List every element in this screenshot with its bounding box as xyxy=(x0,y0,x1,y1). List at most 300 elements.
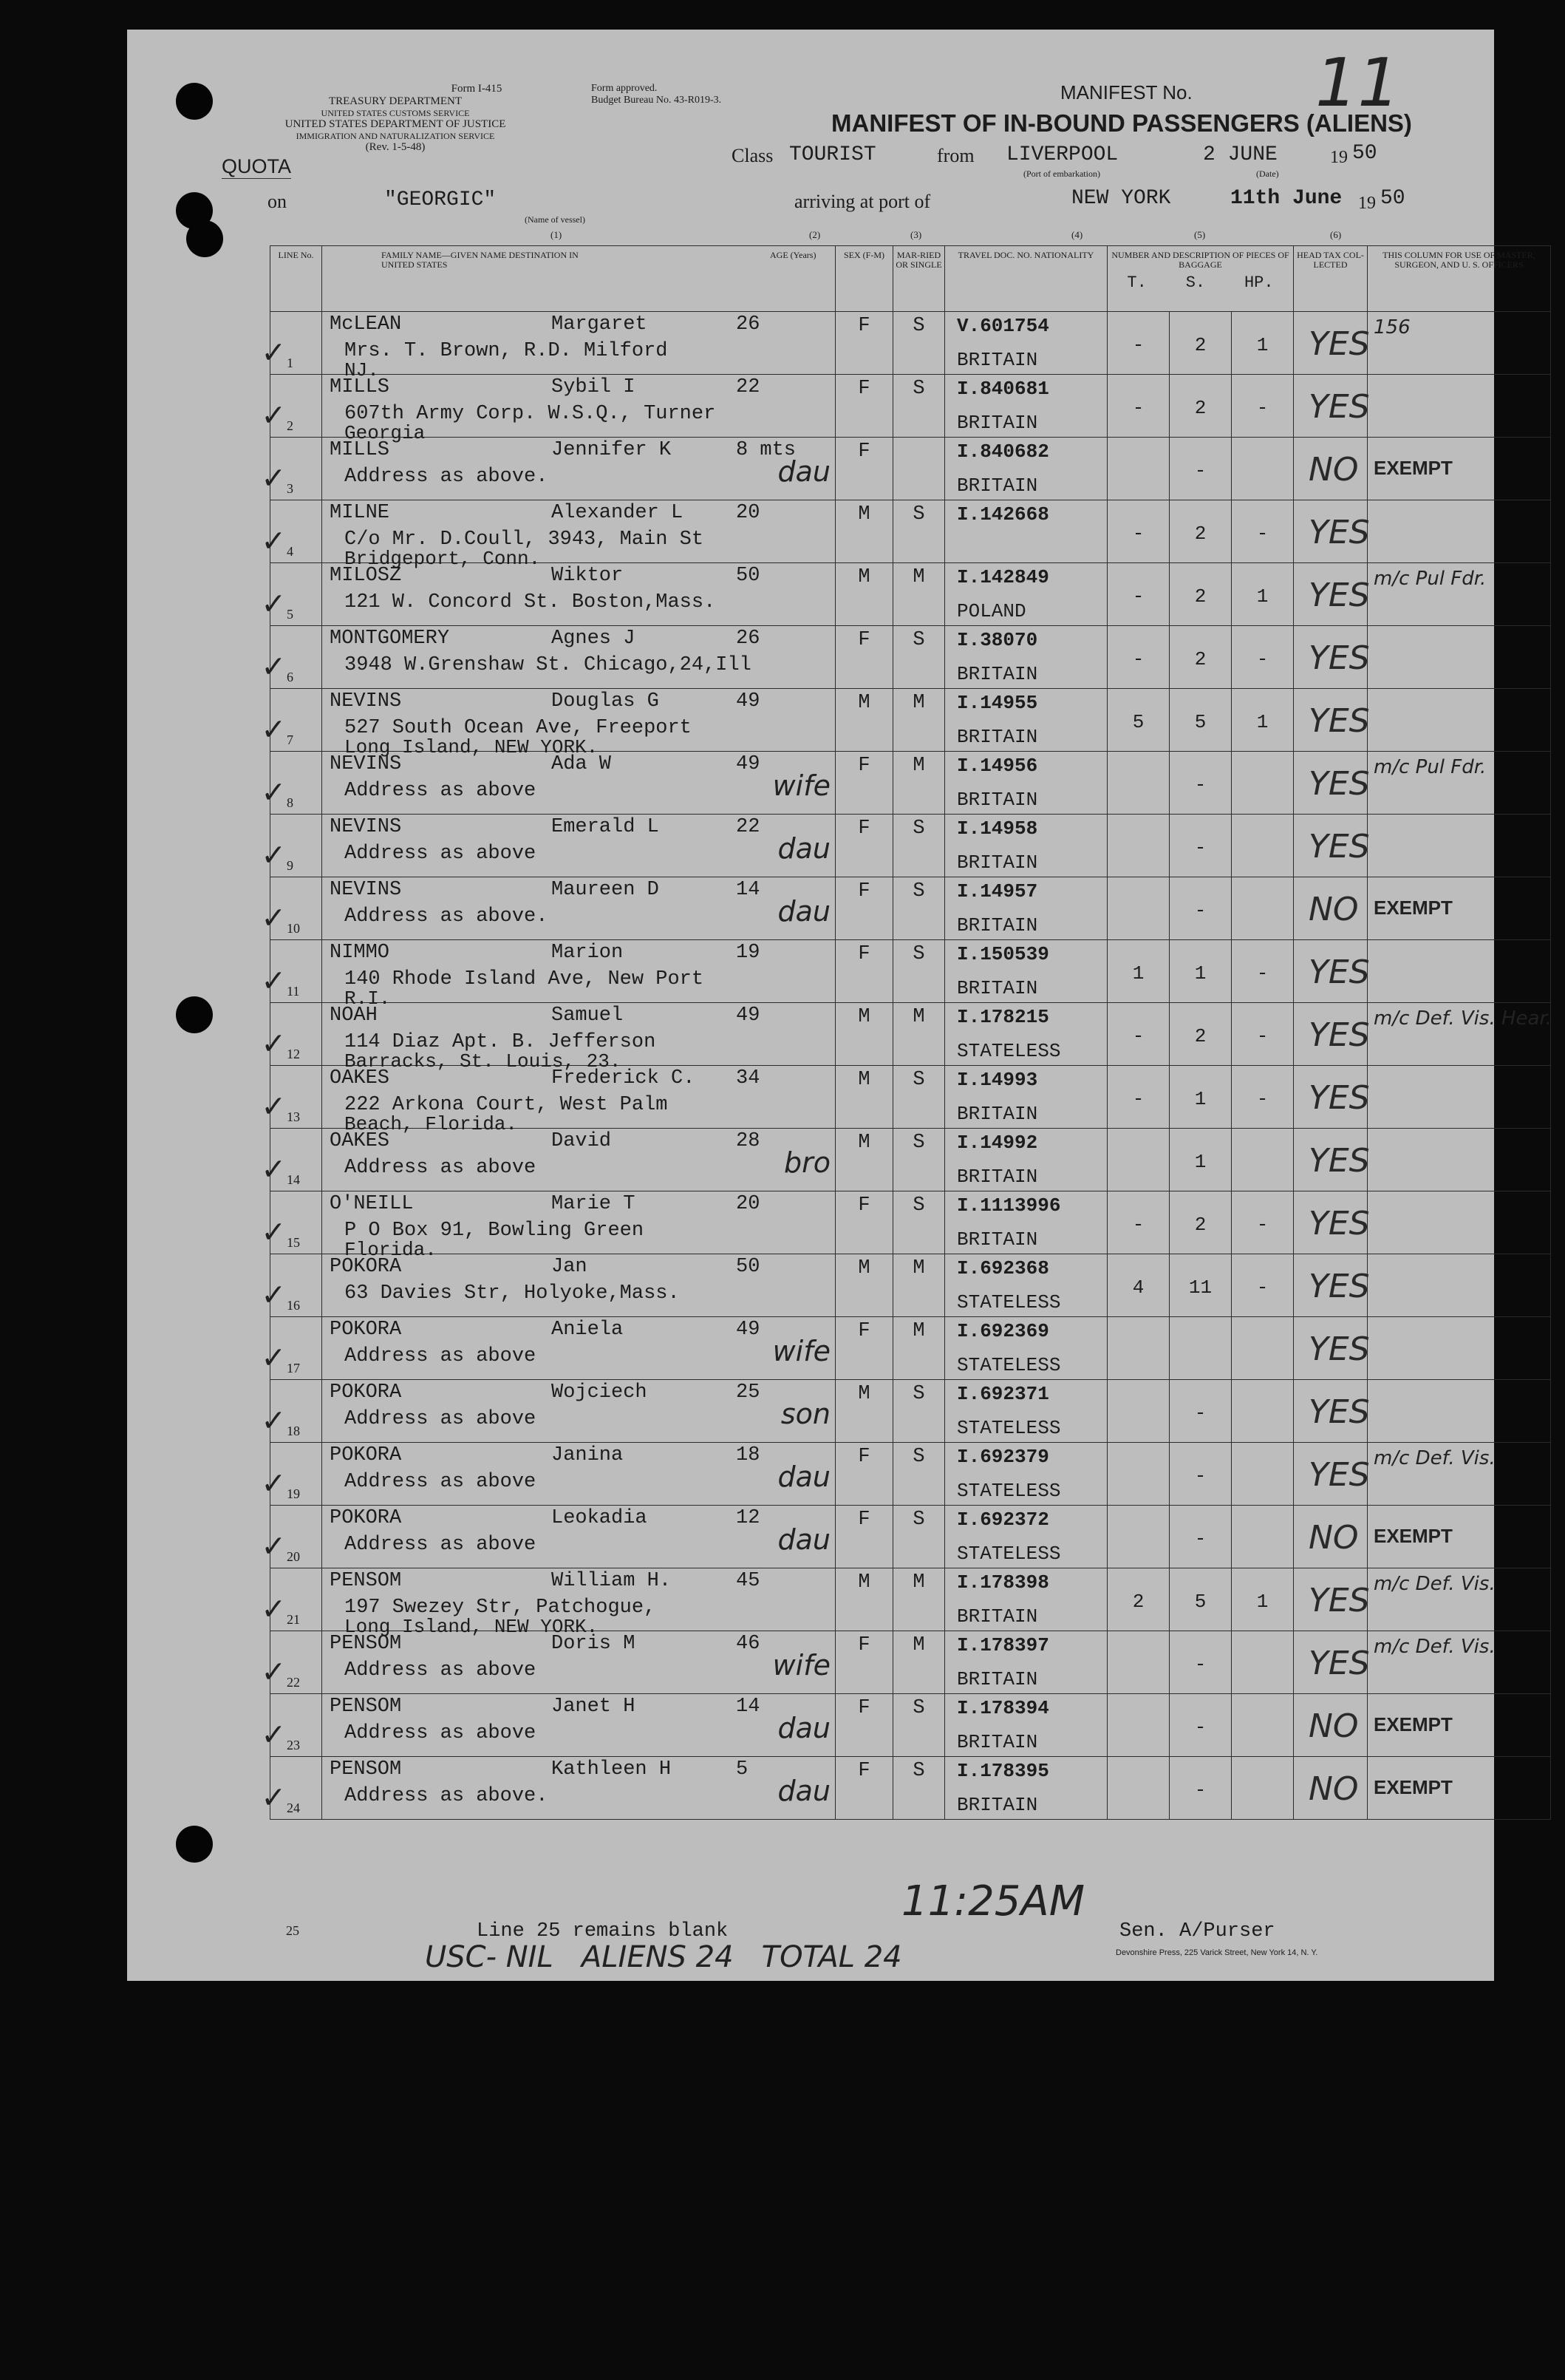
given-name: Frederick C. xyxy=(551,1067,695,1089)
bag-suitcases: 2 xyxy=(1194,1214,1207,1236)
bag-suitcases: - xyxy=(1194,900,1207,922)
bag-suitcases: - xyxy=(1194,1653,1207,1676)
marital-cell xyxy=(893,1066,945,1129)
check-mark-icon: ✓ xyxy=(263,712,284,750)
line-cell xyxy=(263,1380,322,1443)
bag-suitcases: - xyxy=(1194,774,1207,796)
marital-cell xyxy=(893,1380,945,1443)
bag-hand-pieces: - xyxy=(1256,648,1269,670)
bag-s-cell xyxy=(1170,1631,1232,1694)
bag-s-cell xyxy=(1170,1443,1232,1506)
headtax-value: YES xyxy=(1309,1330,1370,1368)
marital-cell xyxy=(893,626,945,689)
surname: POKORA xyxy=(330,1381,402,1404)
headtax-value: YES xyxy=(1309,1393,1370,1431)
age: 49 xyxy=(736,753,760,775)
colnum: (6) xyxy=(1330,229,1342,240)
tally-note: USC- NIL ALIENS 24 TOTAL 24 xyxy=(425,1940,902,1974)
age: 34 xyxy=(736,1067,760,1089)
bag-t-cell xyxy=(1108,375,1170,438)
name-cell xyxy=(322,1506,836,1568)
sex: F xyxy=(858,943,870,965)
bag-t-cell xyxy=(1108,1254,1170,1317)
check-mark-icon: ✓ xyxy=(263,900,284,939)
bag-hand-pieces: 1 xyxy=(1256,334,1269,356)
officer-note: EXEMPT xyxy=(1374,1713,1453,1735)
nationality: STATELESS xyxy=(957,1480,1061,1502)
sex-cell xyxy=(836,752,893,815)
arrival-year: 50 xyxy=(1380,187,1405,210)
address-line-2: Beach, Florida. xyxy=(344,1113,518,1135)
line-number: 8 xyxy=(287,795,293,810)
sex-cell xyxy=(836,1631,893,1694)
table-row xyxy=(270,563,1551,626)
surname: MILLS xyxy=(330,439,390,461)
sex: F xyxy=(858,755,870,777)
bag-s-cell xyxy=(1170,940,1232,1003)
travel-doc-cell xyxy=(945,1066,1108,1129)
marital-status: S xyxy=(913,880,925,902)
sex: F xyxy=(858,817,870,840)
marital-status: S xyxy=(913,943,925,965)
nationality: STATELESS xyxy=(957,1417,1061,1439)
marital-status: M xyxy=(913,1634,925,1656)
marital-cell xyxy=(893,689,945,752)
sex: M xyxy=(858,1571,870,1594)
line-number: 5 xyxy=(287,607,293,622)
line-cell xyxy=(263,438,322,500)
headtax-value: NO xyxy=(1309,451,1359,489)
budget-text: Budget Bureau No. 43-R019-3. xyxy=(591,95,722,106)
surname: PENSOM xyxy=(330,1696,402,1718)
officer-cell xyxy=(1368,500,1551,563)
address-line-1: C/o Mr. D.Coull, 3943, Main St xyxy=(344,528,704,551)
marital-status: M xyxy=(913,1006,925,1028)
bag-s-cell xyxy=(1170,312,1232,375)
sex: F xyxy=(858,1194,870,1217)
nationality: BRITAIN xyxy=(957,475,1038,497)
bag-hand-pieces: 1 xyxy=(1256,1591,1269,1613)
given-name: Samuel xyxy=(551,1004,624,1027)
line-cell xyxy=(263,1317,322,1380)
form-revision: (Rev. 1-5-48) xyxy=(365,141,426,154)
line-number: 12 xyxy=(287,1047,300,1061)
travel-doc-number: I.14956 xyxy=(957,755,1038,777)
marital-cell xyxy=(893,1317,945,1380)
name-cell xyxy=(322,1254,836,1317)
officer-cell xyxy=(1368,1631,1551,1694)
travel-doc-cell xyxy=(945,1129,1108,1191)
line-cell xyxy=(263,940,322,1003)
travel-doc-cell xyxy=(945,815,1108,877)
sex-cell xyxy=(836,940,893,1003)
given-name: Jennifer K xyxy=(551,439,672,461)
check-mark-icon: ✓ xyxy=(263,1780,284,1818)
check-mark-icon: ✓ xyxy=(263,1026,284,1064)
officer-cell xyxy=(1368,689,1551,752)
officer-note: m/c Pul Fdr. xyxy=(1374,756,1487,778)
address-line-1: Address as above xyxy=(344,1408,536,1430)
punch-hole xyxy=(176,996,213,1033)
departure-date: 2 JUNE xyxy=(1203,143,1278,166)
travel-doc-cell xyxy=(945,1757,1108,1820)
bag-trunks: 1 xyxy=(1132,962,1145,985)
from-label: from xyxy=(937,145,975,166)
officer-cell xyxy=(1368,940,1551,1003)
bag-t-cell xyxy=(1108,1191,1170,1254)
check-mark-icon: ✓ xyxy=(263,1654,284,1693)
line-number: 18 xyxy=(287,1424,300,1438)
address-line-1: Address as above xyxy=(344,1534,536,1556)
justice-name: UNITED STATES DEPARTMENT OF JUSTICE xyxy=(284,118,506,131)
address-line-1: 607th Army Corp. W.S.Q., Turner xyxy=(344,403,716,425)
given-name: David xyxy=(551,1130,612,1152)
surname: MILNE xyxy=(330,502,390,524)
address-line-1: 140 Rhode Island Ave, New Port xyxy=(344,968,704,990)
sex-cell xyxy=(836,1757,893,1820)
col-baggage xyxy=(1108,246,1294,312)
marital-status: S xyxy=(913,1069,925,1091)
officer-cell xyxy=(1368,626,1551,689)
age: 46 xyxy=(736,1633,760,1655)
marital-cell xyxy=(893,375,945,438)
class-value: TOURIST xyxy=(789,143,876,166)
check-mark-icon: ✓ xyxy=(263,1403,284,1441)
relation-note: wife xyxy=(772,1335,831,1367)
nationality: BRITAIN xyxy=(957,663,1038,685)
punch-hole xyxy=(186,220,223,257)
nationality: POLAND xyxy=(957,600,1026,622)
marital-status: S xyxy=(913,1383,925,1405)
marital-status: M xyxy=(913,1571,925,1594)
sex-cell xyxy=(836,500,893,563)
bag-suitcases: - xyxy=(1194,1528,1207,1550)
sex: F xyxy=(858,441,870,463)
surname: POKORA xyxy=(330,1444,402,1466)
nationality: BRITAIN xyxy=(957,1228,1038,1251)
line-number: 9 xyxy=(287,858,293,873)
headtax-value: YES xyxy=(1309,577,1370,614)
bag-s-cell xyxy=(1170,1757,1232,1820)
headtax-cell xyxy=(1294,1506,1368,1568)
marital-status: M xyxy=(913,755,925,777)
address-line-1: 527 South Ocean Ave, Freeport xyxy=(344,717,692,739)
surname: PENSOM xyxy=(330,1570,402,1592)
marital-status: S xyxy=(913,1132,925,1154)
surname: MILLS xyxy=(330,376,390,398)
age: 8 mts xyxy=(736,439,797,461)
headtax-cell xyxy=(1294,689,1368,752)
given-name: Aniela xyxy=(551,1319,624,1341)
table-row xyxy=(270,1694,1551,1757)
age: 5 xyxy=(736,1758,749,1781)
sex: F xyxy=(858,378,870,400)
manifest-title: MANIFEST OF IN-BOUND PASSENGERS (ALIENS) xyxy=(831,109,1412,137)
sex-cell xyxy=(836,689,893,752)
headtax-value: YES xyxy=(1309,1142,1370,1180)
bag-hand-pieces: - xyxy=(1256,1088,1269,1110)
check-mark-icon: ✓ xyxy=(263,586,284,625)
table-row xyxy=(270,1066,1551,1129)
address-line-1: Address as above. xyxy=(344,905,548,928)
headtax-cell xyxy=(1294,1443,1368,1506)
relation-note: dau xyxy=(777,1775,831,1807)
col-sex: SEX (F-M) xyxy=(836,246,893,312)
name-cell xyxy=(322,689,836,758)
bag-suitcases: - xyxy=(1194,460,1207,482)
officer-cell xyxy=(1368,1066,1551,1129)
customs-name: UNITED STATES CUSTOMS SERVICE xyxy=(321,107,470,118)
line-cell xyxy=(263,500,322,563)
sex: M xyxy=(858,503,870,526)
bag-t-cell xyxy=(1108,815,1170,877)
bag-hp-cell xyxy=(1232,1506,1294,1568)
headtax-cell xyxy=(1294,438,1368,500)
nationality: STATELESS xyxy=(957,1354,1061,1376)
colnum: (5) xyxy=(1194,229,1206,240)
given-name: Wojciech xyxy=(551,1381,647,1404)
name-cell xyxy=(322,312,836,381)
check-mark-icon: ✓ xyxy=(263,1152,284,1190)
table-row xyxy=(270,1568,1551,1631)
table-row xyxy=(270,1129,1551,1191)
table-row xyxy=(270,1631,1551,1694)
marital-cell xyxy=(893,500,945,563)
bag-hp-cell xyxy=(1232,1443,1294,1506)
bag-hp-cell xyxy=(1232,563,1294,626)
headtax-value: YES xyxy=(1309,514,1370,551)
line-number: 1 xyxy=(287,356,293,370)
headtax-value: YES xyxy=(1309,325,1370,363)
sex-cell xyxy=(836,563,893,626)
bag-hp-cell xyxy=(1232,500,1294,563)
name-cell xyxy=(322,1066,836,1135)
surname: PENSOM xyxy=(330,1758,402,1781)
headtax-cell xyxy=(1294,752,1368,815)
check-mark-icon: ✓ xyxy=(263,460,284,499)
marital-status: S xyxy=(913,315,925,337)
travel-doc-cell xyxy=(945,1191,1108,1254)
colnum: (1) xyxy=(550,229,562,240)
marital-status: M xyxy=(913,692,925,714)
check-mark-icon: ✓ xyxy=(263,1277,284,1316)
headtax-cell xyxy=(1294,1066,1368,1129)
bag-s-cell xyxy=(1170,375,1232,438)
marital-cell xyxy=(893,312,945,375)
footer-line-number: 25 xyxy=(286,1923,299,1938)
travel-doc-cell xyxy=(945,1254,1108,1317)
age: 14 xyxy=(736,1696,760,1718)
marital-cell xyxy=(893,1631,945,1694)
marital-cell xyxy=(893,752,945,815)
bag-t-cell xyxy=(1108,877,1170,940)
bag-s-cell xyxy=(1170,1317,1232,1380)
surname: POKORA xyxy=(330,1256,402,1278)
travel-doc-number: I.38070 xyxy=(957,629,1038,651)
given-name: Ada W xyxy=(551,753,612,775)
bag-s-label: S. xyxy=(1185,273,1206,293)
bag-hp-label: HP. xyxy=(1244,273,1274,293)
officer-cell xyxy=(1368,1003,1551,1066)
bag-t-cell xyxy=(1108,563,1170,626)
officer-cell xyxy=(1368,438,1551,500)
printer-credit: Devonshire Press, 225 Varick Street, New York 14, N. Y. xyxy=(1116,1948,1318,1957)
nationality: BRITAIN xyxy=(957,914,1038,936)
age: 49 xyxy=(736,1004,760,1027)
name-cell xyxy=(322,1191,836,1261)
bag-suitcases: 2 xyxy=(1194,523,1207,545)
bag-t-cell xyxy=(1108,1066,1170,1129)
headtax-cell xyxy=(1294,1694,1368,1757)
sex-cell xyxy=(836,1003,893,1066)
travel-doc-cell xyxy=(945,438,1108,500)
headtax-cell xyxy=(1294,940,1368,1003)
line-cell xyxy=(263,752,322,815)
travel-doc-number: V.601754 xyxy=(957,315,1049,337)
travel-doc-cell xyxy=(945,1694,1108,1757)
vessel-name: "GEORGIC" xyxy=(384,188,497,211)
sex: F xyxy=(858,1509,870,1531)
address-line-1: 63 Davies Str, Holyoke,Mass. xyxy=(344,1282,680,1305)
line-cell xyxy=(263,815,322,877)
address-line-1: 114 Diaz Apt. B. Jefferson xyxy=(344,1031,656,1053)
form-header-left xyxy=(174,83,617,154)
bag-s-cell xyxy=(1170,815,1232,877)
sex: F xyxy=(858,1697,870,1719)
travel-doc-number: I.692368 xyxy=(957,1257,1049,1279)
address-line-1: P O Box 91, Bowling Green xyxy=(344,1220,644,1242)
bag-t-cell xyxy=(1108,1506,1170,1568)
relation-note: dau xyxy=(777,832,831,865)
sex: F xyxy=(858,1760,870,1782)
address-line-1: Address as above xyxy=(344,843,536,865)
age: 22 xyxy=(736,816,760,838)
name-cell xyxy=(322,1380,836,1443)
surname: PENSOM xyxy=(330,1633,402,1655)
check-mark-icon: ✓ xyxy=(263,1717,284,1755)
bag-trunks: - xyxy=(1132,1214,1145,1236)
address-line-1: 121 W. Concord St. Boston,Mass. xyxy=(344,591,716,613)
given-name: Marie T xyxy=(551,1193,635,1215)
bag-s-cell xyxy=(1170,877,1232,940)
officer-cell xyxy=(1368,1443,1551,1506)
bag-suitcases: 2 xyxy=(1194,648,1207,670)
bag-hp-cell xyxy=(1232,438,1294,500)
col-headtax: HEAD TAX COL-LECTED xyxy=(1294,246,1368,312)
given-name: Marion xyxy=(551,942,624,964)
marital-cell xyxy=(893,1191,945,1254)
name-cell xyxy=(322,1129,836,1191)
blank-line-note: Line 25 remains blank xyxy=(477,1920,729,1942)
line-cell xyxy=(263,1506,322,1568)
age: 28 xyxy=(736,1130,760,1152)
travel-doc-number: I.178215 xyxy=(957,1006,1049,1028)
bag-hp-cell xyxy=(1232,375,1294,438)
marital-status: S xyxy=(913,1446,925,1468)
sex: F xyxy=(858,880,870,902)
relation-note: dau xyxy=(777,1712,831,1744)
sex-cell xyxy=(836,1380,893,1443)
age: 49 xyxy=(736,690,760,713)
officer-cell xyxy=(1368,1694,1551,1757)
headtax-value: YES xyxy=(1309,1205,1370,1242)
form-number: Form I-415 xyxy=(451,83,502,95)
age: 50 xyxy=(736,565,760,587)
bag-s-cell xyxy=(1170,1380,1232,1443)
bag-trunks: - xyxy=(1132,1088,1145,1110)
sex: F xyxy=(858,1446,870,1468)
headtax-cell xyxy=(1294,815,1368,877)
check-mark-icon: ✓ xyxy=(263,1214,284,1253)
relation-note: dau xyxy=(777,1461,831,1493)
line-number: 14 xyxy=(287,1172,300,1187)
colnum: (3) xyxy=(910,229,922,240)
surname: NEVINS xyxy=(330,816,402,838)
nationality: BRITAIN xyxy=(957,726,1038,748)
line-number: 7 xyxy=(287,732,293,747)
line-number: 4 xyxy=(287,544,293,559)
line-number: 6 xyxy=(287,670,293,684)
sex-cell xyxy=(836,1129,893,1191)
marital-status: S xyxy=(913,378,925,400)
given-name: Janet H xyxy=(551,1696,635,1718)
line-cell xyxy=(263,1129,322,1191)
travel-doc-number: I.178395 xyxy=(957,1760,1049,1782)
marital-cell xyxy=(893,1757,945,1820)
age: 20 xyxy=(736,1193,760,1215)
sex: F xyxy=(858,629,870,651)
age: 12 xyxy=(736,1507,760,1529)
check-mark-icon: ✓ xyxy=(263,1529,284,1567)
officer-cell xyxy=(1368,1129,1551,1191)
check-mark-icon: ✓ xyxy=(263,1466,284,1504)
given-name: Kathleen H xyxy=(551,1758,672,1781)
name-cell xyxy=(322,1757,836,1820)
given-name: Jan xyxy=(551,1256,587,1278)
punch-hole xyxy=(176,1826,213,1863)
nationality: BRITAIN xyxy=(957,412,1038,434)
headtax-value: NO xyxy=(1309,1707,1359,1745)
travel-doc-number: I.178398 xyxy=(957,1571,1049,1594)
bag-suitcases: 1 xyxy=(1194,1151,1207,1173)
bag-s-cell xyxy=(1170,752,1232,815)
bag-hand-pieces: - xyxy=(1256,397,1269,419)
bag-hp-cell xyxy=(1232,626,1294,689)
nationality: STATELESS xyxy=(957,1040,1061,1062)
bag-suitcases: 2 xyxy=(1194,334,1207,356)
table-row xyxy=(270,1380,1551,1443)
surname: OAKES xyxy=(330,1130,390,1152)
bag-trunks: - xyxy=(1132,523,1145,545)
headtax-cell xyxy=(1294,500,1368,563)
marital-cell xyxy=(893,815,945,877)
officer-cell xyxy=(1368,312,1551,375)
given-name: Alexander L xyxy=(551,502,683,524)
table-row xyxy=(270,438,1551,500)
nationality: BRITAIN xyxy=(957,1605,1038,1628)
line-number: 11 xyxy=(287,984,300,999)
bag-s-cell xyxy=(1170,1191,1232,1254)
marital-cell xyxy=(893,1506,945,1568)
arrival-year-prefix: 19 xyxy=(1358,194,1376,213)
bag-hp-cell xyxy=(1232,1568,1294,1631)
headtax-cell xyxy=(1294,1254,1368,1317)
bag-s-cell xyxy=(1170,1003,1232,1066)
colnum: (2) xyxy=(809,229,821,240)
headtax-cell xyxy=(1294,877,1368,940)
bag-hand-pieces: - xyxy=(1256,1025,1269,1047)
line-number: 13 xyxy=(287,1109,300,1124)
